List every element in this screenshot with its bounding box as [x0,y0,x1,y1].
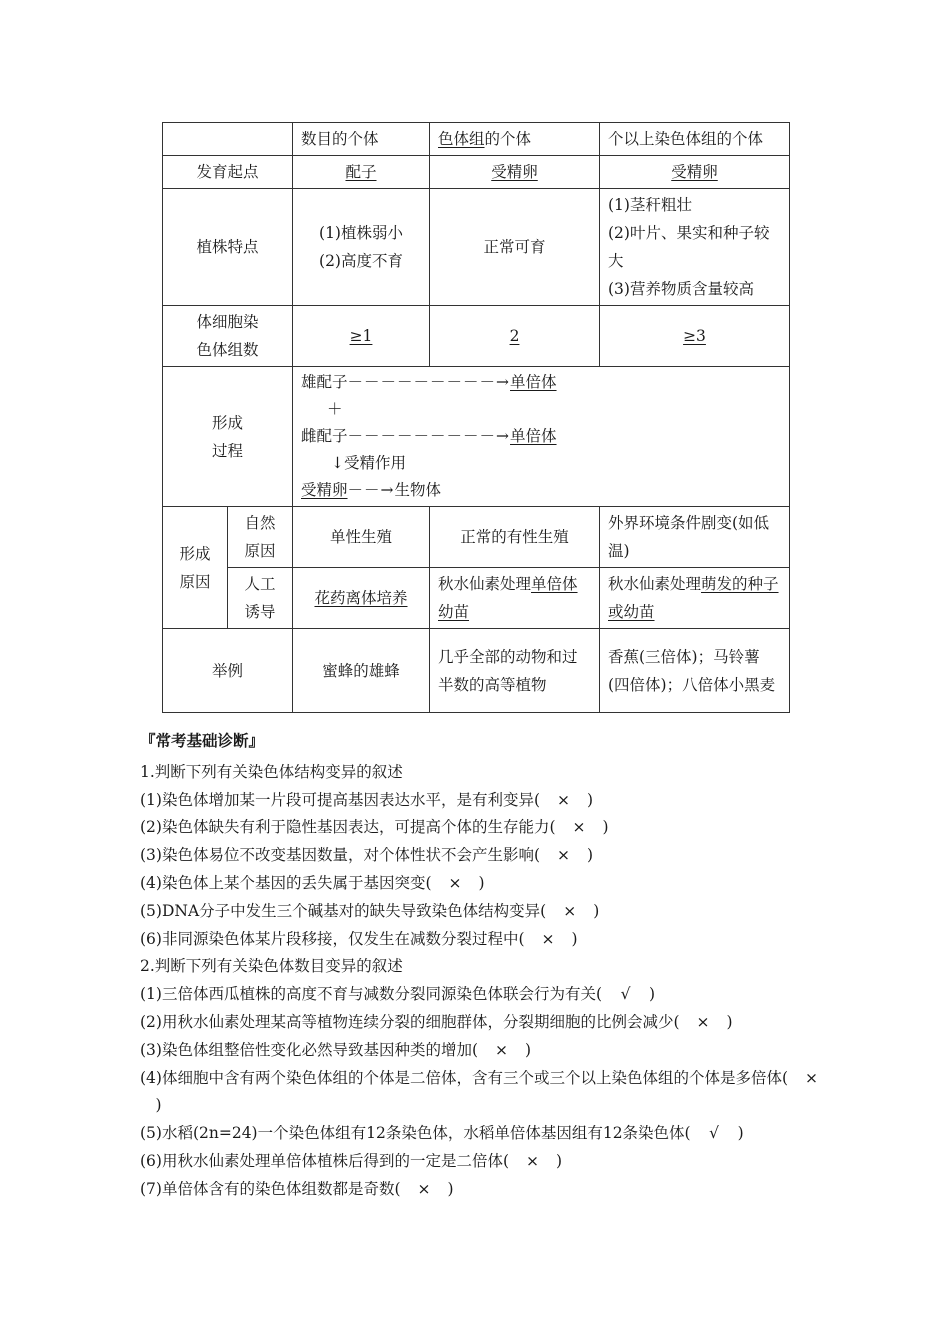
origin-haploid: 配子 [293,156,430,189]
judgement-text: (3)染色体组整倍性变化必然导致基因种类的增加( [140,1040,479,1059]
traits-label: 植株特点 [163,189,293,306]
cross-mark-icon: × [572,818,586,837]
table-row-traits [163,189,790,306]
judgement-text: (1)染色体增加某一片段可提高基因表达水平，是有利变异( [140,790,541,809]
cross-mark-icon: × [557,846,571,865]
sets-haploid: ≥1 [293,306,430,367]
question-heading: 1.判断下列有关染色体结构变异的叙述 [140,762,403,781]
check-mark-icon: √ [620,985,631,1004]
table-row-process [163,367,790,507]
top-row-haploid: 数目的个体 [293,123,430,156]
cross-mark-icon: × [448,873,462,892]
judgement-text: (5)水稻(2n=24)一个染色体组有12条染色体，水稻单倍体基因组有12条染色体( [140,1124,691,1143]
example-haploid: 蜜蜂的雄蜂 [293,629,430,713]
judgement-text: (7)单倍体含有的染色体组数都是奇数( [140,1179,401,1198]
table-row-example [163,629,790,713]
question-list [140,981,820,1203]
process-label: 形成 过程 [163,367,293,507]
table-row-cause-natural [163,507,790,568]
judgement-item: (3)染色体易位不改变基因数量，对个体性状不会产生影响( × ) [140,842,820,870]
check-mark-icon: √ [709,1124,720,1143]
origin-diploid: 受精卵 [430,156,600,189]
cross-mark-icon: × [563,901,577,920]
cross-mark-icon: × [417,1179,431,1198]
sets-label: 体细胞染 色体组数 [163,306,293,367]
origin-label: 发育起点 [163,156,293,189]
judgement-item: (4)体细胞中含有两个染色体组的个体是二倍体，含有三个或三个以上染色体组的个体是多倍体( × ) [140,1065,820,1121]
judgement-text: (6)用秋水仙素处理单倍体植株后得到的一定是二倍体( [140,1151,510,1170]
judgement-text: (2)用秋水仙素处理某高等植物连续分裂的细胞群体，分裂期细胞的比例会减少( [140,1012,680,1031]
arrow-down-icon: ↓受精作用 [331,454,406,472]
judgement-item: (4)染色体上某个基因的丢失属于基因突变( × ) [140,870,820,898]
cross-mark-icon: × [557,790,571,809]
question-list [140,787,820,954]
sets-diploid: 2 [430,306,600,367]
cross-mark-icon: × [526,1151,540,1170]
judgement-item: (2)用秋水仙素处理某高等植物连续分裂的细胞群体，分裂期细胞的比例会减少( × ) [140,1009,820,1037]
table-row-origin [163,156,790,189]
cause-label: 形成 原因 [163,507,228,629]
question-heading: 2.判断下列有关染色体数目变异的叙述 [140,957,403,976]
table-row-sets [163,306,790,367]
process-diagram: 雄配子－－－－－－－－－→单倍体 ＋ 雌配子－－－－－－－－－→单倍体 ↓受精作用 受精卵－－→生物体 [293,367,790,507]
artificial-diploid: 秋水仙素处理单倍体幼苗 [430,568,600,629]
judgement-text: (5)DNA分子中发生三个碱基对的缺失导致染色体结构变异( [140,901,547,920]
cross-mark-icon: × [541,929,555,948]
natural-polyploid: 外界环境条件剧变(如低温) [600,507,790,568]
example-polyploid: 香蕉(三倍体)；马铃薯(四倍体)；八倍体小黑麦 [600,629,790,713]
top-row-polyploid: 个以上染色体组的个体 [600,123,790,156]
section-title: 『常考基础诊断』 [140,732,265,750]
natural-diploid: 正常的有性生殖 [430,507,600,568]
judgement-text: (6)非同源染色体某片段移接，仅发生在减数分裂过程中( [140,929,525,948]
sets-polyploid: ≥3 [600,306,790,367]
arrow-right-icon: －－→ [347,481,395,499]
traits-diploid: 正常可育 [430,189,600,306]
judgement-item: (2)染色体缺失有利于隐性基因表达，可提高个体的生存能力( × ) [140,814,820,842]
judgement-item: (3)染色体组整倍性变化必然导致基因种类的增加( × ) [140,1037,820,1065]
example-label: 举例 [163,629,293,713]
top-row-label-cell [163,123,293,156]
traits-polyploid: (1)茎秆粗壮 (2)叶片、果实和种子较大 (3)营养物质含量较高 [600,189,790,306]
artificial-haploid: 花药离体培养 [293,568,430,629]
judgement-text: (2)染色体缺失有利于隐性基因表达，可提高个体的生存能力( [140,818,556,837]
judgement-text: (4)染色体上某个基因的丢失属于基因突变( [140,873,432,892]
cross-mark-icon: × [696,1012,710,1031]
traits-haploid: (1)植株弱小 (2)高度不育 [293,189,430,306]
cause-natural-label: 自然 原因 [228,507,293,568]
cross-mark-icon: × [495,1040,509,1059]
judgement-text: (4)体细胞中含有两个染色体组的个体是二倍体，含有三个或三个以上染色体组的个体是多倍体( [140,1068,789,1087]
judgement-text: (1)三倍体西瓜植株的高度不育与减数分裂同源染色体联会行为有关( [140,985,603,1004]
artificial-polyploid: 秋水仙素处理萌发的种子或幼苗 [600,568,790,629]
judgement-item: (5)DNA分子中发生三个碱基对的缺失导致染色体结构变异( × ) [140,898,820,926]
judgement-item: (6)非同源染色体某片段移接，仅发生在减数分裂过程中( × ) [140,926,820,954]
arrow-right-icon: －－－－－－－－－→ [347,427,511,445]
judgement-item: (5)水稻(2n=24)一个染色体组有12条染色体，水稻单倍体基因组有12条染色体( √ ) [140,1120,820,1148]
cross-mark-icon: × [805,1068,819,1087]
judgement-text: (3)染色体易位不改变基因数量，对个体性状不会产生影响( [140,846,541,865]
ploidy-comparison-table [162,122,790,713]
origin-polyploid: 受精卵 [600,156,790,189]
table-row-top [163,123,790,156]
basic-diagnosis-section [140,728,820,1204]
judgement-item: (1)染色体增加某一片段可提高基因表达水平，是有利变异( × ) [140,787,820,815]
judgement-item: (7)单倍体含有的染色体组数都是奇数( × ) [140,1176,820,1204]
arrow-right-icon: －－－－－－－－－→ [347,373,511,391]
judgement-item: (1)三倍体西瓜植株的高度不育与减数分裂同源染色体联会行为有关( √ ) [140,981,820,1009]
table-row-cause-artificial [163,568,790,629]
natural-haploid: 单性生殖 [293,507,430,568]
judgement-item: (6)用秋水仙素处理单倍体植株后得到的一定是二倍体( × ) [140,1148,820,1176]
top-row-diploid: 色体组的个体 [430,123,600,156]
example-diploid: 几乎全部的动物和过半数的高等植物 [430,629,600,713]
cause-artificial-label: 人工 诱导 [228,568,293,629]
